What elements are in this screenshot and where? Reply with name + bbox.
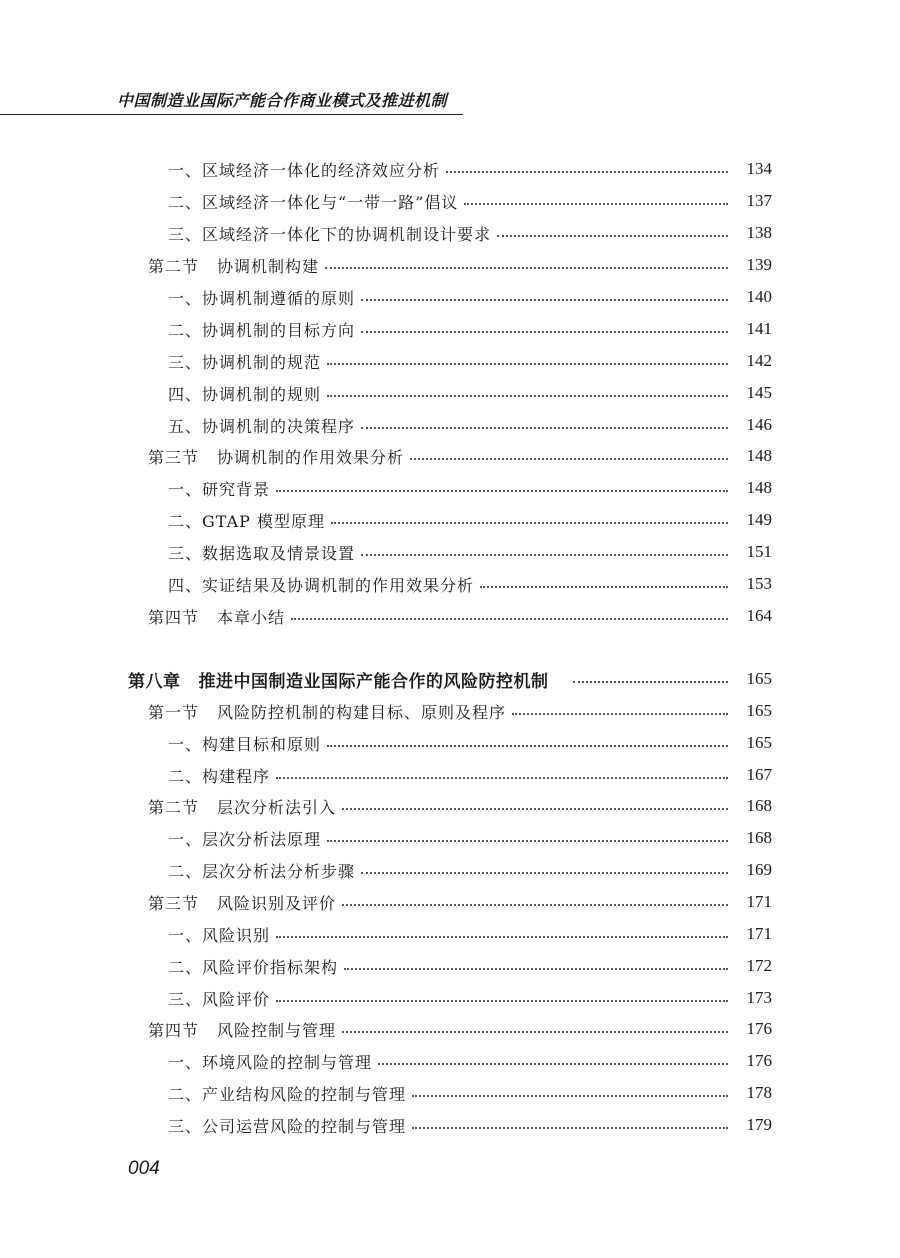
- dot-leader: [573, 669, 729, 683]
- toc-entry-label: 一、风险识别: [168, 925, 271, 945]
- running-header: [0, 88, 463, 115]
- toc-entry-label: 二、层次分析法分析步骤: [168, 861, 356, 881]
- toc-entry-label: 三、风险评价: [168, 989, 271, 1009]
- dot-leader: [410, 446, 728, 460]
- toc-entry-label: 一、环境风险的控制与管理: [168, 1052, 373, 1072]
- toc-entry-label: [148, 445, 404, 468]
- toc-entry-page: 176: [746, 1019, 772, 1038]
- toc-entry-label: [148, 605, 285, 628]
- toc-entry-page: 167: [746, 765, 772, 784]
- dot-leader: [276, 765, 728, 779]
- dot-leader: [276, 988, 728, 1002]
- dot-leader: [327, 351, 728, 365]
- dot-leader: [342, 892, 728, 906]
- dot-leader: [361, 860, 728, 874]
- toc-entry-label: 一、构建目标和原则: [168, 734, 322, 754]
- toc-entry-item[interactable]: [0, 823, 900, 853]
- toc-entry-section[interactable]: [0, 601, 900, 631]
- toc-entry-page: 149: [746, 510, 772, 529]
- dot-leader: [512, 701, 728, 715]
- toc-entry-number: 第二节: [148, 797, 200, 817]
- toc-entry-chapter[interactable]: [0, 664, 900, 694]
- running-title: 中国制造业国际产能合作商业模式及推进机制: [117, 91, 448, 110]
- dot-leader: [291, 606, 728, 620]
- dot-leader: [361, 542, 728, 556]
- dot-leader: [276, 478, 728, 492]
- toc-entry-number: 第二节: [148, 256, 200, 276]
- toc-entry-number: 第四节: [148, 1020, 200, 1040]
- page-number: 004: [128, 1158, 160, 1179]
- toc-entry-label: 二、产业结构风险的控制与管理: [168, 1084, 407, 1104]
- toc-entry-number: 第三节: [148, 447, 200, 467]
- toc-entry-title: 风险控制与管理: [217, 1020, 337, 1040]
- dot-leader: [480, 574, 728, 588]
- toc-entry-page: 171: [746, 892, 772, 911]
- toc-entry-label: 三、区域经济一体化下的协调机制设计要求: [168, 224, 492, 244]
- toc-entry-label: 五、协调机制的决策程序: [168, 416, 356, 436]
- toc-entry-title: 风险识别及评价: [217, 893, 337, 913]
- toc-entry-label: 一、层次分析法原理: [168, 829, 322, 849]
- toc-entry-label: 四、实证结果及协调机制的作用效果分析: [168, 575, 475, 595]
- toc-entry-page: 142: [746, 351, 772, 370]
- toc-entry-page: 178: [746, 1083, 772, 1102]
- toc-entry-item[interactable]: [0, 473, 900, 503]
- dot-leader: [361, 415, 728, 429]
- toc-entry-page: 179: [746, 1115, 772, 1134]
- toc-entry-page: 148: [746, 478, 772, 497]
- toc-entry-section[interactable]: [0, 441, 900, 471]
- toc-entry-label: [148, 254, 319, 277]
- toc-entry-item[interactable]: [0, 410, 900, 440]
- toc-entry-section[interactable]: [0, 696, 900, 726]
- toc-entry-label: 一、研究背景: [168, 479, 271, 499]
- dot-leader: [412, 1115, 728, 1129]
- toc-entry-item[interactable]: [0, 154, 900, 184]
- toc-entry-label: [148, 795, 336, 818]
- toc-entry-label: [128, 667, 549, 692]
- toc-entry-label: [148, 891, 336, 914]
- toc-entry-page: 153: [746, 574, 772, 593]
- toc-entry-item[interactable]: [0, 505, 900, 535]
- toc-entry-page: 151: [746, 542, 772, 561]
- toc-entry-item[interactable]: [0, 760, 900, 790]
- toc-entry-item[interactable]: [0, 186, 900, 216]
- toc-entry-page: 146: [746, 415, 772, 434]
- toc-entry-title: 风险防控机制的构建目标、原则及程序: [217, 702, 507, 722]
- toc-entry-item[interactable]: [0, 728, 900, 758]
- toc-entry-page: 173: [746, 988, 772, 1007]
- toc-entry-number: 第三节: [148, 893, 200, 913]
- toc-entry-item[interactable]: [0, 983, 900, 1013]
- toc-entry-page: 137: [746, 191, 772, 210]
- dot-leader: [276, 924, 728, 938]
- dot-leader: [327, 733, 728, 747]
- toc-entry-item[interactable]: [0, 537, 900, 567]
- toc-entry-label: 二、构建程序: [168, 766, 271, 786]
- dot-leader: [361, 319, 728, 333]
- toc-entry-page: 164: [746, 606, 772, 625]
- toc-entry-label: 三、数据选取及情景设置: [168, 543, 356, 563]
- toc-entry-number: 第一节: [148, 702, 200, 722]
- toc-entry-section[interactable]: [0, 1014, 900, 1044]
- toc-entry-page: 165: [746, 733, 772, 752]
- toc-entry-title: 推进中国制造业国际产能合作的风险防控机制: [198, 671, 549, 692]
- toc-entry-page: 141: [746, 319, 772, 338]
- toc-entry-page: 139: [746, 255, 772, 274]
- toc-entry-item[interactable]: [0, 218, 900, 248]
- toc-entry-item[interactable]: [0, 855, 900, 885]
- toc-entry-item[interactable]: [0, 1110, 900, 1140]
- dot-leader: [378, 1051, 728, 1065]
- dot-leader: [446, 159, 728, 173]
- dot-leader: [342, 1019, 728, 1033]
- toc-entry-page: 172: [746, 956, 772, 975]
- dot-leader: [344, 956, 728, 970]
- toc-entry-page: 148: [746, 446, 772, 465]
- toc-entry-page: 176: [746, 1051, 772, 1070]
- toc-entry-number: 第八章: [128, 671, 181, 692]
- toc-entry-title: 本章小结: [217, 607, 286, 627]
- toc-entry-page: 168: [746, 796, 772, 815]
- dot-leader: [327, 383, 728, 397]
- toc-entry-label: 三、协调机制的规范: [168, 352, 322, 372]
- toc-entry-page: 140: [746, 287, 772, 306]
- dot-leader: [361, 287, 728, 301]
- toc-entry-item[interactable]: [0, 1046, 900, 1076]
- toc-entry-label: 一、区域经济一体化的经济效应分析: [168, 160, 441, 180]
- toc-entry-section[interactable]: [0, 791, 900, 821]
- toc-entry-label: 二、GTAP 模型原理: [168, 511, 325, 531]
- dot-leader: [325, 255, 728, 269]
- dot-leader: [331, 510, 728, 524]
- toc-entry-section[interactable]: [0, 887, 900, 917]
- toc-entry-item[interactable]: [0, 919, 900, 949]
- toc-entry-page: 165: [746, 701, 772, 720]
- toc-entry-page: 169: [746, 860, 772, 879]
- toc-entry-section[interactable]: [0, 250, 900, 280]
- toc-entry-label: 二、风险评价指标架构: [168, 957, 339, 977]
- toc-entry-page: 165: [746, 669, 772, 688]
- toc-entry-number: 第四节: [148, 607, 200, 627]
- toc-entry-page: 138: [746, 223, 772, 242]
- toc-entry-item[interactable]: [0, 282, 900, 312]
- toc-entry-item[interactable]: [0, 569, 900, 599]
- toc-entry-title: 层次分析法引入: [217, 797, 337, 817]
- toc-entry-item[interactable]: [0, 314, 900, 344]
- toc-entry-item[interactable]: [0, 1078, 900, 1108]
- toc-entry-title: 协调机制的作用效果分析: [217, 447, 405, 467]
- toc-entry-item[interactable]: [0, 346, 900, 376]
- toc-entry-page: 168: [746, 828, 772, 847]
- toc-entry-label: 二、区域经济一体化与“一带一路”倡议: [168, 192, 459, 212]
- toc-entry-label: 一、协调机制遵循的原则: [168, 288, 356, 308]
- dot-leader: [464, 191, 728, 205]
- dot-leader: [327, 828, 728, 842]
- toc-entry-label: 三、公司运营风险的控制与管理: [168, 1116, 407, 1136]
- toc-entry-title: 协调机制构建: [217, 256, 320, 276]
- toc-entry-page: 145: [746, 383, 772, 402]
- dot-leader: [412, 1083, 728, 1097]
- toc-entry-item[interactable]: [0, 378, 900, 408]
- toc-entry-page: 134: [746, 159, 772, 178]
- toc-entry-label: 二、协调机制的目标方向: [168, 320, 356, 340]
- dot-leader: [342, 796, 728, 810]
- toc-entry-label: [148, 1018, 336, 1041]
- dot-leader: [497, 223, 728, 237]
- toc-entry-label: [148, 700, 506, 723]
- toc-entry-page: 171: [746, 924, 772, 943]
- toc-entry-item[interactable]: [0, 951, 900, 981]
- toc-entry-label: 四、协调机制的规则: [168, 384, 322, 404]
